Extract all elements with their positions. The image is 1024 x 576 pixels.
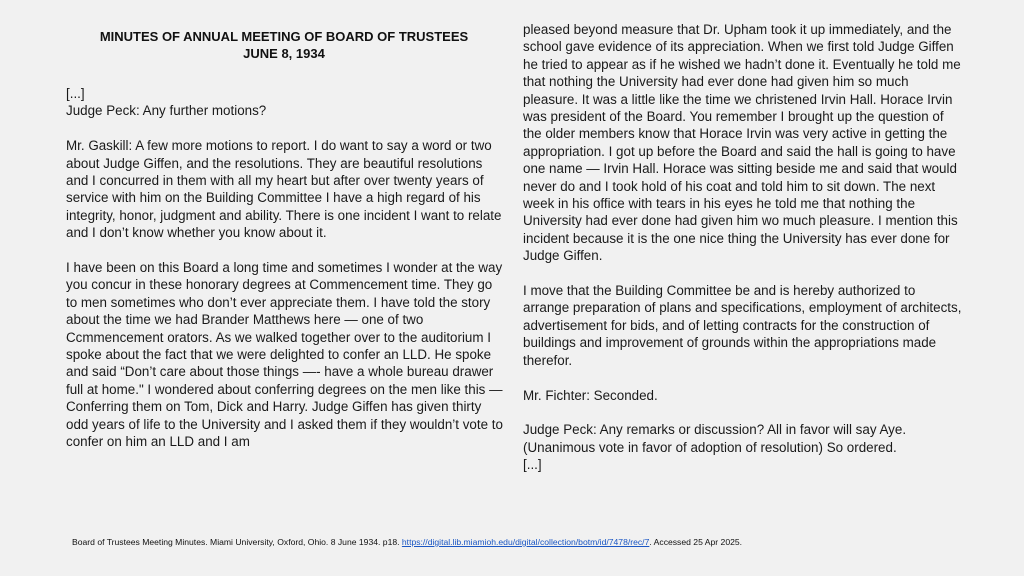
fichter-seconded: Mr. Fichter: Seconded. xyxy=(523,387,658,403)
left-column xyxy=(66,85,506,451)
continuation-paragraph: pleased beyond measure that Dr. Upham took it up immediately, and the school gave evidence of its appreciation. When we first told Judge Giffen he tried to appear as if he wished we hadn’t done it. Eventually he told me that nothing the University had ever done had given him so much pleasure. It was a little like the time we christened Irvin Hall. Horace Irvin was president of the Board. You remember I brought up the question of the older members know that Horace Irvin was very active in getting the appropriation. I got up before the Board and said the hall is going to have one name — Irvin Hall. Horace was sitting beside me and said that would never do and I took hold of his coat and told him to sit down. The next week in his office with tears in his eyes he told me that nothing the University had ever done had given him wo much pleasure. I mention this incident because it is the one nice thing the University has ever done for Judge Giffen. xyxy=(523,22,961,264)
right-column xyxy=(523,21,965,474)
gaskill-paragraph: Mr. Gaskill: A few more motions to report. I do want to say a word or two about Judge Giffen, and the resolutions. They are beautiful resolutions and I concurred in them with all my heart but after over twenty years of service with him on the Building Committee I have a high regard of his integrity, honor, judgment and ability. There is one incident I want to relate and I don’t know whether you know about it. xyxy=(66,138,502,241)
ellipsis-end: [...] xyxy=(523,457,542,473)
citation-link[interactable]: https://digital.lib.miamioh.edu/digital/collection/botm/id/7478/rec/7 xyxy=(401,537,650,547)
unanimous-vote: (Unanimous vote in favor of adoption of resolution) So ordered. xyxy=(523,439,897,455)
board-paragraph: I have been on this Board a long time and sometimes I wonder at the way you concur in these honorary degrees at Commencement time. They go to men sometimes who don’t ever appreciate them. I have told the story about the time we had Brander Matthews here — one of two Ccmmencement orators. As we walked together over to the auditorium I spoke about the fact that we were delighted to confer an LLD. He spoke and said “Don’t care about those things —- have a whole bureau drawer full at home." I wondered about conferring degrees on the men like this — Conferring them on Tom, Dick and Harry. Judge Giffen has given thirty odd years of life to the University and I asked them if they wouldn’t vote to confer on him an LLD and I am xyxy=(66,260,503,450)
citation xyxy=(72,536,992,548)
ellipsis-start: [...] xyxy=(66,86,85,101)
motion-paragraph: I move that the Building Committee be and is hereby authorized to arrange preparation of plans and specifications, employment of architects, advertisement for bids, and of letting contracts for the construction of buildings and improvement of grounds within the appropriations made therefor. xyxy=(523,283,962,368)
citation-text-after: . Accessed 25 Apr 2025. xyxy=(649,537,743,547)
judge-peck-question: Judge Peck: Any further motions? xyxy=(66,103,267,119)
title-line-1: MINUTES OF ANNUAL MEETING OF BOARD OF TRUSTEES xyxy=(99,29,469,44)
title-line-2: JUNE 8, 1934 xyxy=(243,46,325,61)
document-title xyxy=(60,28,508,62)
judge-peck-remarks: Judge Peck: Any remarks or discussion? All in favor will say Aye. xyxy=(523,422,907,438)
citation-text-before: Board of Trustees Meeting Minutes. Miami University, Oxford, Ohio. 8 June 1934. p18. xyxy=(72,537,402,547)
